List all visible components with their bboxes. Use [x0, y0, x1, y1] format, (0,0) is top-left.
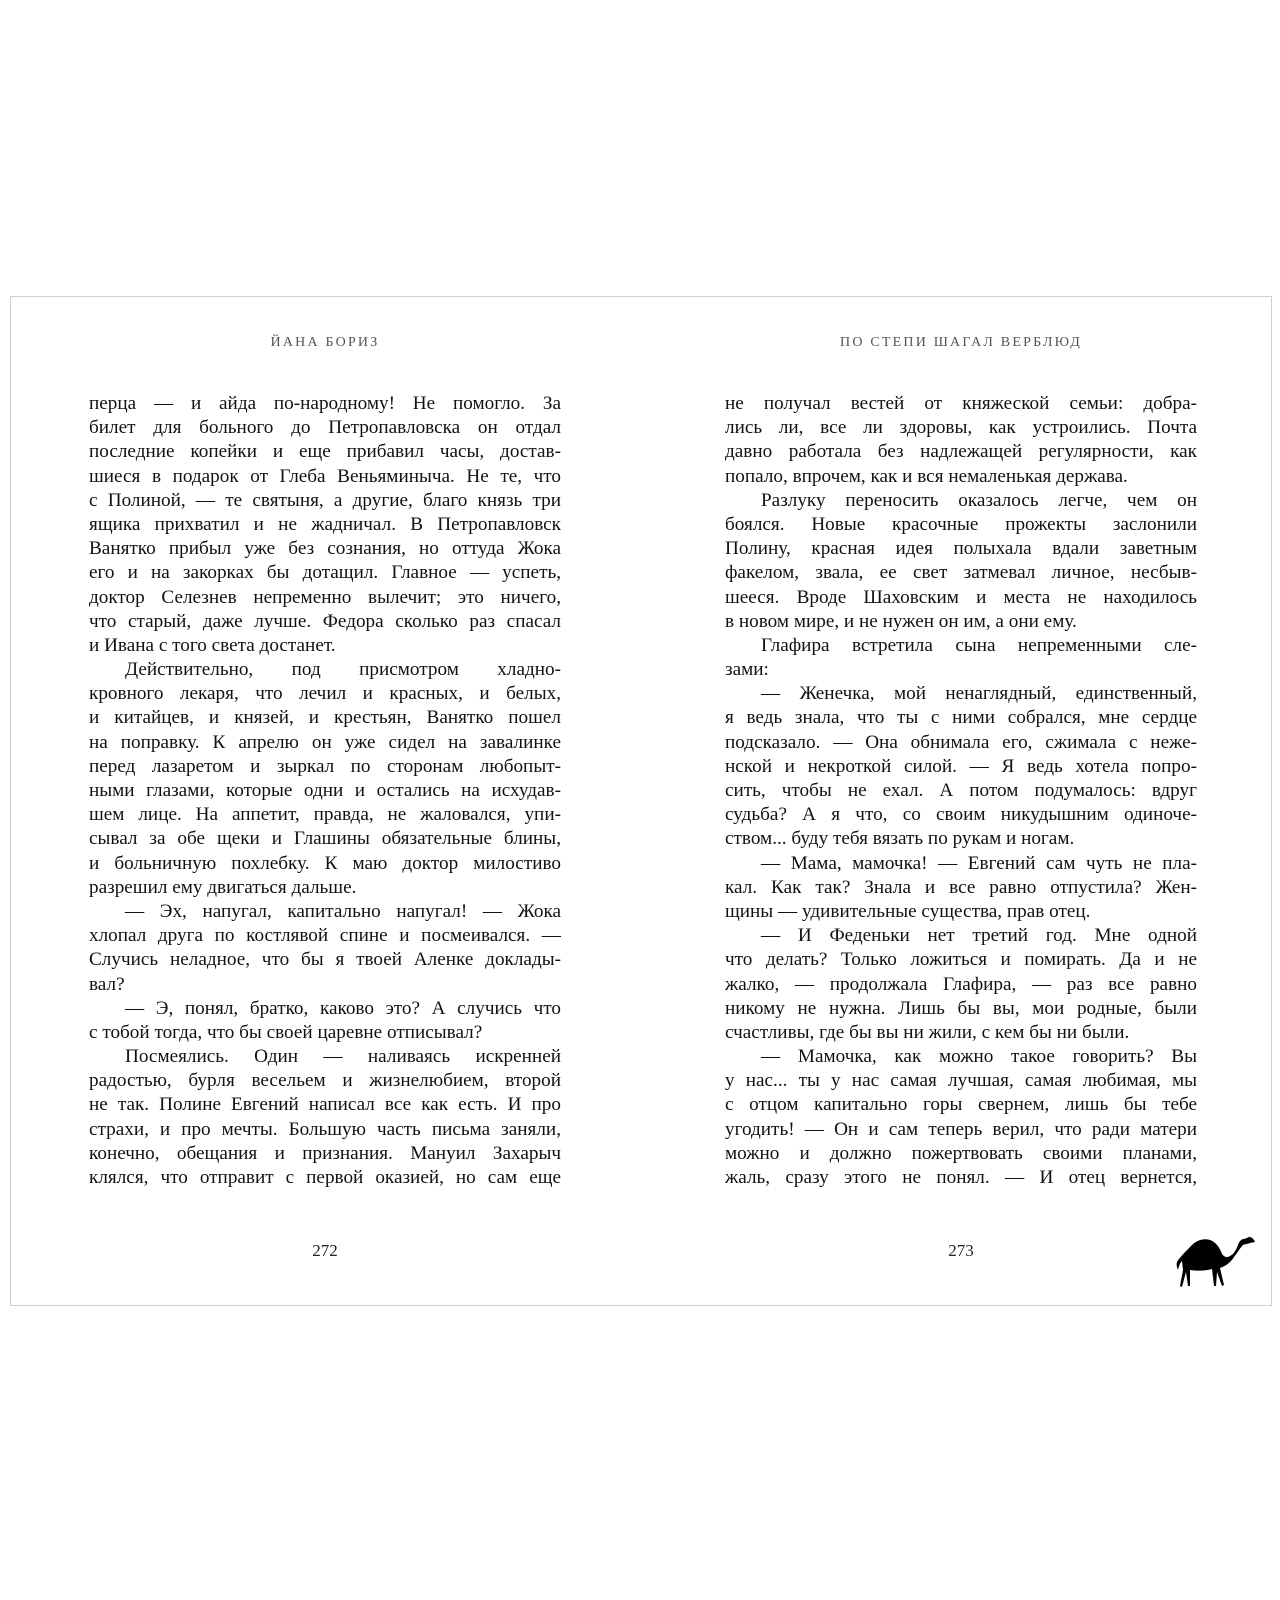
text-line: его и на закорках бы дотащил. Главное — успеть,: [89, 562, 561, 584]
text-line: и Ивана с того света достанет.: [89, 634, 336, 656]
text-line: никому не нужна. Лишь бы вы, мои родные, были: [725, 997, 1197, 1019]
text-line: шем лице. На аппетит, правда, не жаловался, упи-: [89, 804, 561, 826]
text-line: последние копейки и еще прибавил часы, достав-: [89, 441, 561, 463]
text-line: давно работала без надлежащей регулярности, как: [725, 441, 1197, 463]
text-line: угодить! — Он и сам теперь верил, что ради матери: [725, 1118, 1197, 1140]
text-line: клялся, что отправит с первой оказией, но сам еще: [89, 1167, 561, 1188]
left-page-text: [89, 392, 561, 1190]
text-line: Глафира встретила сына непременными сле-: [761, 634, 1197, 656]
text-line: — Э, понял, братко, каково это? А случись что: [125, 997, 561, 1019]
text-line: не так. Полине Евгений написал все как есть. И про: [89, 1094, 561, 1116]
text-line: с тобой тогда, что бы своей царевне отписывал?: [89, 1021, 483, 1043]
text-line: Случись неладное, что бы я твоей Аленке доклады-: [89, 949, 561, 971]
text-line: конечно, обещания и признания. Мануил Захарыч: [89, 1142, 561, 1164]
text-line: жалко, — продолжала Глафира, — раз все равно: [725, 973, 1197, 995]
text-line: с Полиной, — те святыня, а другие, благо князь три: [89, 489, 561, 511]
text-line: ством... буду тебя вязать по рукам и ногам.: [725, 828, 1075, 850]
text-line: подсказало. — Она обнимала его, сжимала с неже-: [725, 731, 1197, 753]
text-line: Ванятко прибыл уже без сознания, но оттуда Жока: [89, 538, 561, 560]
text-line: не получал вестей от княжеской семьи: добра-: [725, 393, 1197, 414]
text-line: кал. Как так? Знала и все равно отпустила? Жен-: [725, 876, 1197, 898]
text-line: — Эх, напугал, капитально напугал! — Жока: [125, 900, 561, 922]
page-number-right: 273: [948, 1241, 974, 1260]
running-head-title: ПО СТЕПИ ШАГАЛ ВЕРБЛЮД: [840, 335, 1082, 350]
text-line: что старый, даже лучше. Федора сколько раз спасал: [89, 610, 561, 632]
text-line: на поправку. К апрелю он уже сидел на завалинке: [89, 731, 561, 753]
text-line: лись ли, все ли здоровы, как устроились. Почта: [725, 417, 1197, 439]
text-line: щины — удивительные существа, прав отец.: [725, 900, 1091, 922]
text-line: — Мамочка, как можно такое говорить? Вы: [761, 1046, 1197, 1068]
text-line: нской и некроткой силой. — Я ведь хотела попро-: [725, 755, 1197, 777]
text-line: кровного лекаря, что лечил и красных, и белых,: [89, 683, 561, 705]
text-line: перца — и айда по-народному! Не помогло. За: [89, 393, 561, 414]
text-line: Полину, красная идея полыхала вдали заветным: [725, 538, 1197, 560]
text-line: счастливы, где бы вы ни жили, с кем бы ни были.: [725, 1021, 1130, 1043]
text-line: в новом мире, и не нужен он им, а они ему.: [725, 610, 1077, 632]
text-line: Разлуку переносить оказалось легче, чем он: [761, 489, 1197, 511]
text-line: доктор Селезнев непременно вылечит; это ничего,: [89, 586, 561, 608]
book-spread: [10, 296, 1272, 1306]
text-line: факелом, звала, ее свет затмевал личное, несбыв-: [725, 562, 1197, 584]
camel-icon: [1170, 1226, 1260, 1296]
text-line: жаль, сразу этого не понял. — И отец вернется,: [725, 1167, 1197, 1188]
text-line: перед лазаретом и зыркал по сторонам любопыт-: [89, 755, 561, 777]
text-line: боялся. Новые красочные прожекты заслонили: [725, 513, 1197, 535]
text-line: ными глазами, которые одни и остались на исхудав-: [89, 780, 561, 801]
text-line: шееся. Вроде Шаховским и места не находилось: [725, 586, 1197, 608]
text-line: что делать? Только ложиться и помирать. Да и не: [725, 949, 1197, 971]
text-line: сывал за обе щеки и Глашины обязательные блины,: [89, 828, 561, 850]
text-line: страхи, и про мечты. Большую часть письма заняли,: [89, 1118, 561, 1140]
right-page: [725, 297, 1197, 1305]
text-line: ящика прихватил и не жадничал. В Петропавловск: [89, 513, 561, 535]
text-line: зами:: [725, 659, 769, 681]
text-line: и китайцев, и князей, и крестьян, Ванятко пошел: [89, 707, 561, 729]
text-line: попало, впрочем, как и вся немаленькая держава.: [725, 465, 1128, 487]
right-page-text: [725, 392, 1197, 1190]
text-line: и больничную похлебку. К маю доктор милостиво: [89, 852, 561, 874]
text-line: хлопал друга по костлявой спине и посмеивался. —: [89, 925, 561, 947]
text-line: с отцом капитально горы свернем, лишь бы тебе: [725, 1094, 1197, 1116]
left-page: [89, 297, 561, 1305]
text-line: Действительно, под присмотром хладно-: [125, 659, 561, 681]
running-head-author: ЙАНА БОРИЗ: [270, 335, 380, 350]
text-line: я ведь знала, что ты с ними собрался, мне сердце: [725, 707, 1197, 729]
text-line: — Женечка, мой ненаглядный, единственный,: [761, 683, 1197, 705]
text-line: шиеся в подарок от Глеба Веньяминыча. Не те, что: [89, 465, 561, 487]
text-line: билет для больного до Петропавловска он отдал: [89, 417, 561, 439]
text-line: разрешил ему двигаться дальше.: [89, 876, 357, 898]
text-line: сить, чтобы не ехал. А потом подумалось: вдруг: [725, 780, 1197, 801]
text-line: у нас... ты у нас самая лучшая, самая любимая, мы: [725, 1070, 1197, 1092]
text-line: вал?: [89, 973, 125, 995]
text-line: радостью, бурля весельем и жизнелюбием, второй: [89, 1070, 561, 1092]
text-line: судьба? А я что, со своим никудышним одиноче-: [725, 804, 1197, 826]
text-line: Посмеялись. Один — наливаясь искренней: [125, 1046, 561, 1068]
text-line: — И Феденьки нет третий год. Мне одной: [761, 925, 1197, 947]
text-line: можно и должно пожертвовать своими планами,: [725, 1142, 1197, 1164]
text-line: — Мама, мамочка! — Евгений сам чуть не пла-: [761, 852, 1197, 874]
page-number-left: 272: [312, 1241, 338, 1260]
